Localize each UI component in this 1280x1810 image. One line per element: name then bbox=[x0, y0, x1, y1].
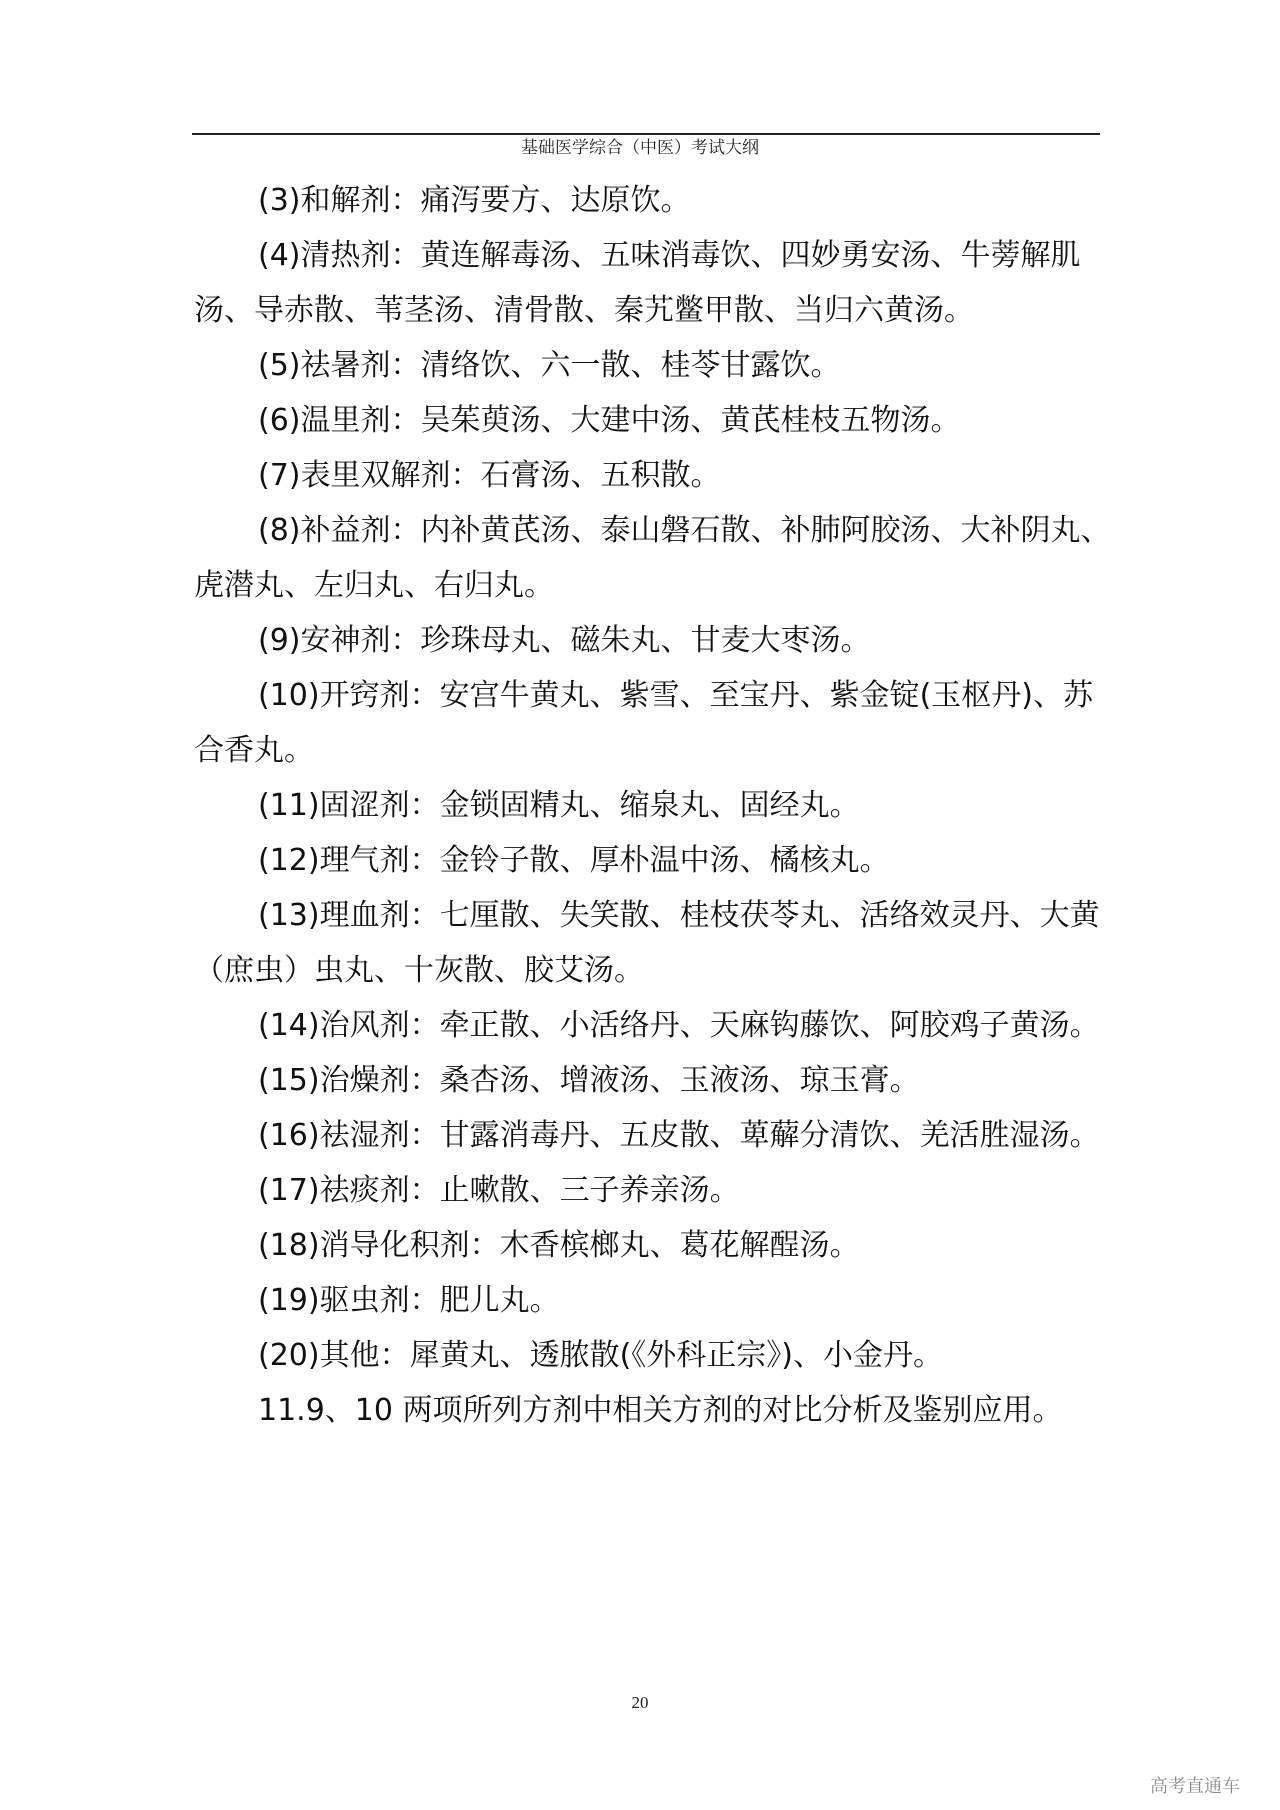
paragraph-phlegm-dispelling: (17)祛痰剂：止嗽散、三子养亲汤。 bbox=[258, 1173, 740, 1208]
paragraph-tonifying: (8)补益剂：内补黄芪汤、泰山磐石散、补肺阿胶汤、大补阴丸、虎潜丸、左归丸、右归丸。 bbox=[194, 513, 1111, 603]
paragraph-heat-clearing: (4)清热剂：黄连解毒汤、五味消毒饮、四妙勇安汤、牛蒡解肌汤、导赤散、苇茎汤、清骨散、秦艽鳖甲散、当归六黄汤。 bbox=[194, 238, 1081, 328]
paragraph-anthelmintic: (19)驱虫剂：肥儿丸。 bbox=[258, 1283, 560, 1318]
paragraph-dryness-treating: (15)治燥剂：桑杏汤、增液汤、玉液汤、琼玉膏。 bbox=[258, 1063, 920, 1098]
page-number: 20 bbox=[631, 1693, 649, 1712]
paragraph-digestive: (18)消导化积剂：木香槟榔丸、葛花解酲汤。 bbox=[258, 1228, 860, 1263]
paragraph-dampness-dispelling: (16)祛湿剂：甘露消毒丹、五皮散、萆薢分清饮、羌活胜湿汤。 bbox=[258, 1118, 1100, 1153]
paragraph-exterior-interior: (7)表里双解剂：石膏汤、五积散。 bbox=[258, 458, 721, 493]
paragraph-harmonizing: (3)和解剂：痛泻要方、达原饮。 bbox=[258, 183, 691, 218]
header-rule bbox=[192, 133, 1100, 135]
paragraph-orifice-opening: (10)开窍剂：安宫牛黄丸、紫雪、至宝丹、紫金锭(玉枢丹)、苏合香丸。 bbox=[194, 678, 1093, 768]
paragraph-qi-regulating: (12)理气剂：金铃子散、厚朴温中汤、橘核丸。 bbox=[258, 843, 890, 878]
paragraph-blood-regulating: (13)理血剂：七厘散、失笑散、桂枝茯苓丸、活络效灵丹、大黄（庶虫）虫丸、十灰散、胶艾汤。 bbox=[194, 898, 1100, 988]
paragraph-others: (20)其他：犀黄丸、透脓散(《外科正宗》)、小金丹。 bbox=[258, 1338, 943, 1373]
paragraph-tranquilizing: (9)安神剂：珍珠母丸、磁朱丸、甘麦大枣汤。 bbox=[258, 623, 871, 658]
paragraph-interior-warming: (6)温里剂：吴茱萸汤、大建中汤、黄芪桂枝五物汤。 bbox=[258, 403, 961, 438]
paragraph-astringent: (11)固涩剂：金锁固精丸、缩泉丸、固经丸。 bbox=[258, 788, 860, 823]
document-body bbox=[194, 173, 1114, 1438]
paragraph-comparison: 11.9、10 两项所列方剂中相关方剂的对比分析及鉴别应用。 bbox=[258, 1393, 1063, 1428]
paragraph-wind-treating: (14)治风剂：牵正散、小活络丹、天麻钩藤饮、阿胶鸡子黄汤。 bbox=[258, 1008, 1100, 1043]
paragraph-summer-heat: (5)祛暑剂：清络饮、六一散、桂苓甘露饮。 bbox=[258, 348, 841, 383]
watermark: 高考直通车 bbox=[1150, 1776, 1240, 1797]
header-title: 基础医学综合（中医）考试大纲 bbox=[521, 138, 759, 158]
